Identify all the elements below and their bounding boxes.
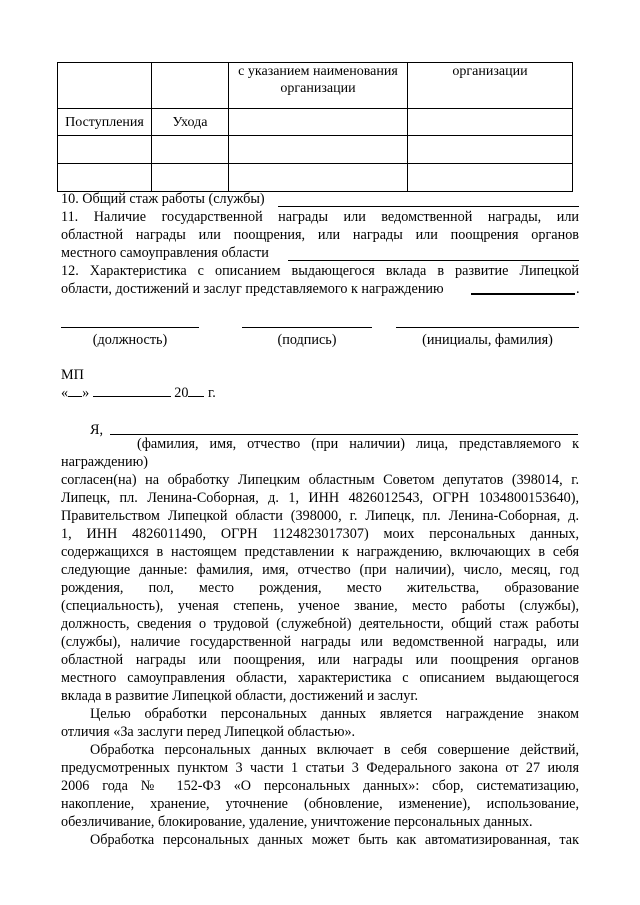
table-cell	[58, 63, 152, 109]
table-cell	[152, 164, 229, 192]
position-label: (должность)	[92, 332, 168, 348]
table-row	[58, 136, 573, 164]
consent-line: 1, ИНН 4826011490, ОГРН 1124823017307) моих персональных данных,	[61, 526, 579, 542]
processing-line: накопление, хранение, уточнение (обновление, изменение), использование,	[61, 796, 579, 812]
table-cell	[58, 164, 152, 192]
consent-line: содержащихся в настоящем представлении к награждению, включающих в себя	[61, 544, 579, 560]
auto-processing-line: Обработка персональных данных может быть как автоматизированная, так	[90, 832, 579, 848]
consent-line: (службы), наличие государственной награды или ведомственной награды, или	[61, 634, 579, 650]
fio-fill-line	[110, 434, 578, 435]
table-header-cell: организации	[408, 63, 573, 109]
table-cell	[229, 164, 408, 192]
item-10-fill-line	[278, 206, 579, 207]
day-blank	[68, 396, 82, 397]
year-blank	[188, 396, 204, 397]
month-blank	[93, 396, 171, 397]
date-quote-close: »	[82, 385, 90, 401]
item-11-line: 11. Наличие государственной награды или ведомственной награды, или	[61, 209, 579, 225]
item-10-label: 10. Общий стаж работы (службы)	[61, 191, 265, 207]
consent-line: вклада в развитие Липецкой области, достижений и заслуг.	[61, 688, 419, 704]
table-cell	[229, 109, 408, 136]
table-cell	[229, 136, 408, 164]
work-history-table	[57, 62, 573, 192]
table-cell	[408, 109, 573, 136]
item-12-fill-line	[471, 293, 575, 295]
consent-line: местного самоуправления области, характеристика с описанием выдающегося	[61, 670, 579, 686]
consent-line: должность, сведения о трудовой (служебной) деятельности, общий стаж работы	[61, 616, 579, 632]
fio-hint-line: (фамилия, имя, отчество (при наличии) лица, представляемого к	[137, 436, 579, 452]
date-quote-open: «	[61, 385, 69, 401]
table-subheader-cell: Поступления	[58, 109, 152, 136]
consent-line: (специальность), ученая степень, ученое звание, место работы (службы),	[61, 598, 579, 614]
table-subheader-cell: Ухода	[152, 109, 229, 136]
table-header-row	[58, 63, 573, 109]
processing-line: 2006 года № 152-ФЗ «О персональных данных»: сбор, систематизацию,	[61, 778, 579, 794]
year-suffix: г.	[208, 385, 216, 401]
table-cell	[408, 164, 573, 192]
table-header-cell: с указанием наименования организации	[229, 63, 408, 109]
signature-label: (подпись)	[277, 332, 337, 348]
consent-line: Правительством Липецкой области (398000, г. Липецк, пл. Ленина-Соборная, д.	[61, 508, 579, 524]
table-cell	[152, 63, 229, 109]
name-label: (инициалы, фамилия)	[422, 332, 553, 348]
year-prefix: 20	[174, 385, 189, 401]
consent-line: согласен(на) на обработку Липецким областным Советом депутатов (398014, г.	[61, 472, 579, 488]
item-12-line: области, достижений и заслуг представляемого к награждению	[61, 281, 444, 297]
signature-line	[242, 327, 372, 328]
processing-line: предусмотренных пунктом 3 части 1 статьи 3 Федерального закона от 27 июля	[61, 760, 579, 776]
fio-hint-line: награждению)	[61, 454, 148, 470]
table-subheader-row	[58, 109, 573, 136]
period-mark: .	[576, 281, 580, 297]
processing-line: Обработка персональных данных включает в себя совершение действий,	[90, 742, 579, 758]
purpose-line: отличия «За заслуги перед Липецкой областью».	[61, 724, 356, 740]
item-12-line: 12. Характеристика с описанием выдающегося вклада в развитие Липецкой	[61, 263, 579, 279]
consent-line: рождения, пол, место рождения, место жительства, образование	[61, 580, 579, 596]
table-cell	[152, 136, 229, 164]
table-cell	[408, 136, 573, 164]
date-line	[61, 385, 216, 403]
consent-i-prefix: Я,	[90, 422, 104, 438]
item-11-line: местного самоуправления области	[61, 245, 269, 261]
stamp-label: МП	[61, 367, 84, 383]
item-11-line: областной награды или поощрения, или награды или поощрения органов	[61, 227, 579, 243]
item-11-fill-line	[288, 260, 579, 261]
consent-line: областной награды или поощрения, или награды или поощрения органов	[61, 652, 579, 668]
consent-line: следующие данные: фамилия, имя, отчество (при наличии), число, месяц, год	[61, 562, 579, 578]
position-line	[61, 327, 199, 328]
processing-line: обезличивание, блокирование, удаление, уничтожение персональных данных.	[61, 814, 533, 830]
purpose-line: Целью обработки персональных данных является награждение знаком	[90, 706, 579, 722]
table-cell	[58, 136, 152, 164]
table-row	[58, 164, 573, 192]
consent-line: Липецк, пл. Ленина-Соборная, д. 1, ИНН 4826012543, ОГРН 1034800153640),	[61, 490, 579, 506]
name-line	[396, 327, 579, 328]
